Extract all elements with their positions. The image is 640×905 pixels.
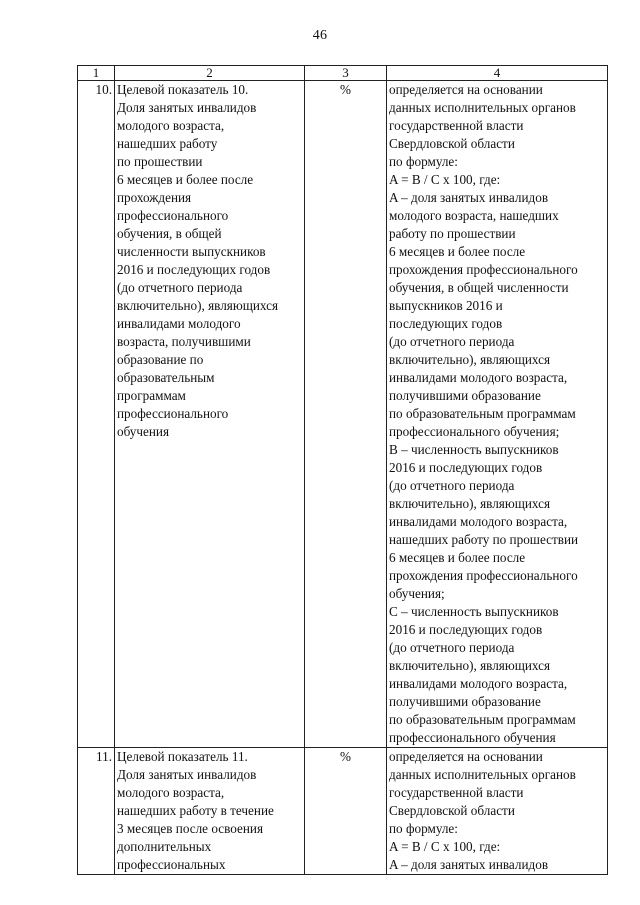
text-line: обучения, в общей: [117, 226, 222, 241]
header-col-1: 1: [78, 66, 115, 81]
indicator-name-cell: [115, 81, 305, 748]
text-line: A – доля занятых инвалидов: [389, 190, 549, 205]
text-line: Свердловской области: [389, 803, 515, 818]
text-line: по образовательным программам: [389, 712, 576, 727]
text-line: 6 месяцев и более после: [389, 244, 526, 259]
text-line: прохождения профессионального: [389, 568, 578, 583]
text-line: включительно), являющихся: [389, 496, 551, 511]
text-line: профессионального: [117, 208, 229, 223]
text-line: включительно), являющихся: [389, 658, 551, 673]
header-row: [78, 66, 608, 81]
table-row: [78, 81, 608, 748]
calculation-method-cell: [387, 748, 608, 875]
text-line: получившими образование: [389, 694, 541, 709]
text-line: 6 месяцев и более после: [117, 172, 254, 187]
header-col-3: 3: [305, 66, 387, 81]
text-line: государственной власти: [389, 118, 524, 133]
text-line: обучения: [117, 424, 170, 439]
text-line: образовательным: [117, 370, 215, 385]
calculation-method-cell: [387, 81, 608, 748]
text-line: (до отчетного периода: [389, 478, 515, 493]
text-line: инвалидами молодого возраста,: [389, 370, 568, 385]
table-row: [78, 748, 608, 875]
text-line: C – численность выпускников: [389, 604, 559, 619]
text-line: (до отчетного периода: [389, 640, 515, 655]
text-line: A – доля занятых инвалидов: [389, 857, 549, 872]
indicator-name-cell: [115, 748, 305, 875]
text-line: A = B / C x 100, где:: [389, 839, 501, 854]
indicator-name: [117, 81, 302, 441]
text-line: профессиональных: [117, 857, 226, 872]
text-line: Свердловской области: [389, 136, 515, 151]
text-line: 6 месяцев и более после: [389, 550, 526, 565]
text-line: образование по: [117, 352, 204, 367]
text-line: включительно), являющихся: [389, 352, 551, 367]
text-line: прохождения: [117, 190, 192, 205]
text-line: по образовательным программам: [389, 406, 576, 421]
text-line: обучения, в общей численности: [389, 280, 569, 295]
text-line: Целевой показатель 10.: [117, 82, 249, 97]
text-line: A = B / C x 100, где:: [389, 172, 501, 187]
text-line: молодого возраста, нашедших: [389, 208, 559, 223]
text-line: нашедших работу в течение: [117, 803, 274, 818]
text-line: молодого возраста,: [117, 785, 225, 800]
text-line: 2016 и последующих годов: [117, 262, 271, 277]
indicator-name: [117, 748, 302, 874]
text-line: дополнительных: [117, 839, 212, 854]
text-line: молодого возраста,: [117, 118, 225, 133]
text-line: (до отчетного периода: [389, 334, 515, 349]
row-number: 10.: [78, 81, 115, 748]
text-line: профессионального обучения: [389, 730, 556, 745]
text-line: численности выпускников: [117, 244, 266, 259]
header-col-4: 4: [387, 66, 608, 81]
text-line: по формуле:: [389, 821, 458, 836]
text-line: прохождения профессионального: [389, 262, 578, 277]
text-line: инвалидами молодого возраста,: [389, 514, 568, 529]
text-line: данных исполнительных органов: [389, 100, 576, 115]
text-line: профессионального: [117, 406, 229, 421]
unit-cell: %: [305, 748, 387, 875]
text-line: нашедших работу по прошествии: [389, 532, 579, 547]
text-line: по формуле:: [389, 154, 458, 169]
text-line: государственной власти: [389, 785, 524, 800]
text-line: Доля занятых инвалидов: [117, 100, 257, 115]
text-line: программам: [117, 388, 186, 403]
text-line: включительно), являющихся: [117, 298, 279, 313]
text-line: работу по прошествии: [389, 226, 516, 241]
text-line: инвалидами молодого: [117, 316, 241, 331]
calculation-method: [389, 81, 605, 747]
text-line: определяется на основании: [389, 749, 543, 764]
page-number: 46: [312, 28, 328, 43]
text-line: B – численность выпускников: [389, 442, 559, 457]
text-line: обучения;: [389, 586, 445, 601]
text-line: выпускников 2016 и: [389, 298, 503, 313]
text-line: профессионального обучения;: [389, 424, 560, 439]
text-line: 3 месяцев после освоения: [117, 821, 264, 836]
header-col-2: 2: [115, 66, 305, 81]
text-line: возраста, получившими: [117, 334, 251, 349]
text-line: 2016 и последующих годов: [389, 622, 543, 637]
text-line: Целевой показатель 11.: [117, 749, 248, 764]
text-line: нашедших работу: [117, 136, 218, 151]
row-number: 11.: [78, 748, 115, 875]
text-line: определяется на основании: [389, 82, 543, 97]
text-line: последующих годов: [389, 316, 503, 331]
text-line: (до отчетного периода: [117, 280, 243, 295]
text-line: инвалидами молодого возраста,: [389, 676, 568, 691]
text-line: по прошествии: [117, 154, 203, 169]
text-line: 2016 и последующих годов: [389, 460, 543, 475]
text-line: данных исполнительных органов: [389, 767, 576, 782]
indicators-table: [77, 65, 608, 875]
calculation-method: [389, 748, 605, 874]
text-line: Доля занятых инвалидов: [117, 767, 257, 782]
text-line: получившими образование: [389, 388, 541, 403]
unit-cell: %: [305, 81, 387, 748]
